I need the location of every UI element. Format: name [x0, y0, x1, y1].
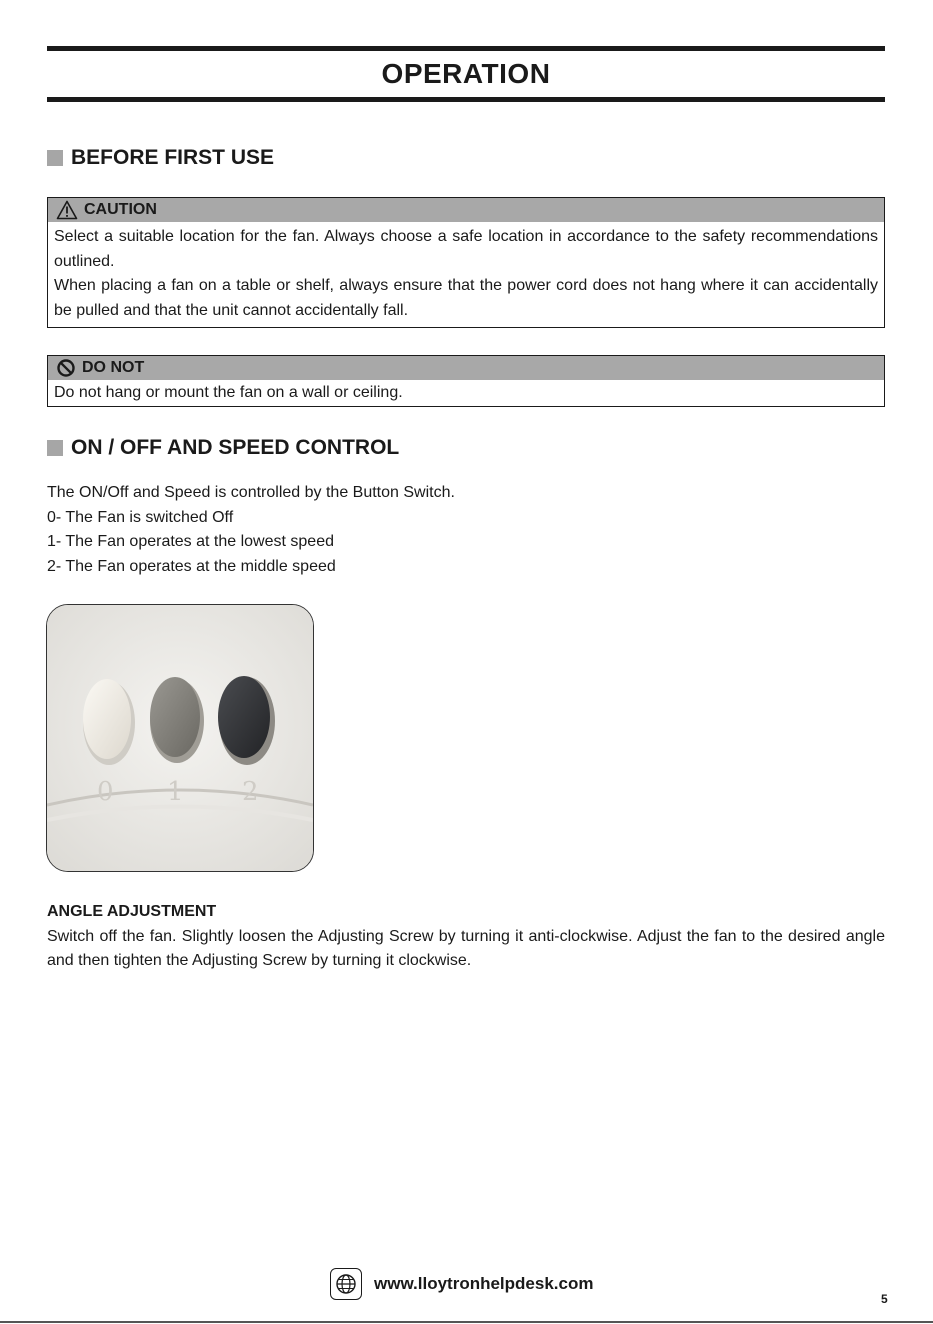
section-heading-text: ON / OFF AND SPEED CONTROL	[71, 436, 400, 459]
speed-line: 1- The Fan operates at the lowest speed	[47, 533, 334, 550]
globe-icon	[330, 1268, 362, 1300]
section-square-icon	[47, 440, 63, 456]
button-switch-photo	[46, 604, 314, 872]
warning-triangle-icon	[56, 200, 78, 220]
section-heading-before-first-use	[47, 146, 274, 170]
donot-header	[48, 356, 884, 380]
speed-control-text	[47, 481, 455, 579]
donot-label: DO NOT	[82, 359, 145, 376]
page-title: OPERATION	[381, 58, 551, 89]
top-rule	[47, 46, 885, 51]
footer	[330, 1268, 593, 1300]
page-bottom-line	[0, 1321, 933, 1323]
prohibited-icon	[56, 358, 76, 378]
speed-line: The ON/Off and Speed is controlled by the Button Switch.	[47, 484, 455, 501]
angle-adjustment	[47, 900, 885, 974]
angle-text: Switch off the fan. Slightly loosen the Adjusting Screw by turning it anti-clockwise. Adjust the fan to the desired angle and then tighten the Adjusting Screw by turning it clockwise.	[47, 927, 885, 969]
caution-paragraph: Select a suitable location for the fan. Always choose a safe location in accordance to the safety recommendations outlined.	[54, 228, 878, 270]
caution-header	[48, 198, 884, 222]
section-heading-text: BEFORE FIRST USE	[71, 146, 275, 169]
caution-box	[47, 197, 885, 328]
donot-text: Do not hang or mount the fan on a wall or ceiling.	[54, 384, 403, 401]
button-switch-illustration	[47, 605, 313, 871]
section-heading-speed-control	[47, 436, 399, 460]
caution-label: CAUTION	[84, 201, 157, 218]
angle-title: ANGLE ADJUSTMENT	[47, 903, 217, 920]
donot-body	[48, 380, 884, 406]
donot-box	[47, 355, 885, 407]
caution-body	[48, 222, 884, 327]
page-number: 5	[881, 1292, 888, 1306]
footer-url-link[interactable]: www.lloytronhelpdesk.com	[374, 1274, 594, 1293]
speed-line: 2- The Fan operates at the middle speed	[47, 557, 336, 575]
speed-line: 0- The Fan is switched Off	[47, 508, 234, 526]
button-label: 2	[242, 777, 259, 807]
button-label: 0	[97, 777, 114, 807]
caution-paragraph: When placing a fan on a table or shelf, always ensure that the power cord does not hang where it can accidentally be pulled and that the unit cannot accidentally fall.	[54, 277, 878, 319]
section-square-icon	[47, 150, 63, 166]
button-label: 1	[167, 777, 184, 807]
title-bottom-rule	[47, 97, 885, 102]
